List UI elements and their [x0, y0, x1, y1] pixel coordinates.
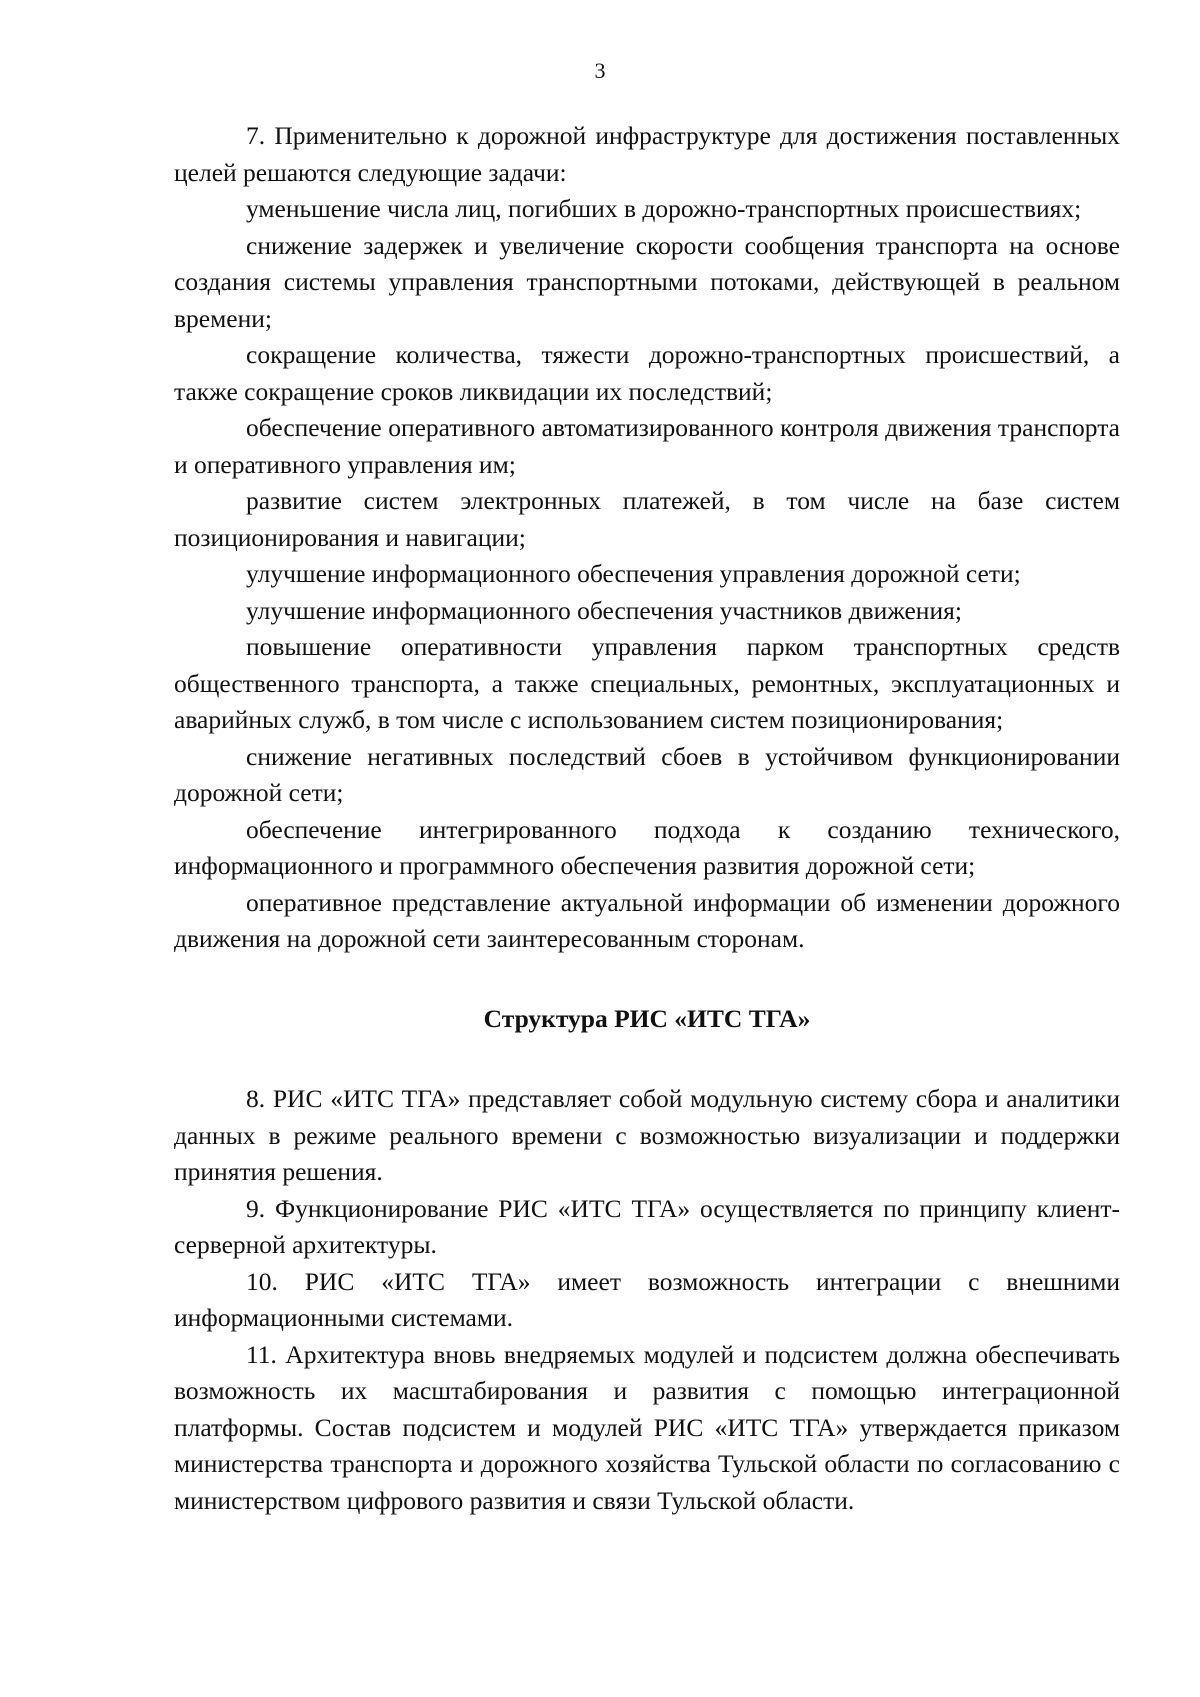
task-item: уменьшение числа лиц, погибших в дорожно-транспортных происшествиях; — [246, 194, 1082, 223]
page-number: 3 — [594, 58, 606, 83]
paragraph-11: 11. Архитектура вновь внедряемых модулей и подсистем должна обеспечивать возможность их масштабирования и развития с помощью интеграционной платформы. Состав подсистем и модулей РИС «ИТС ТГА» утверждается приказом министерства транспорта и дорожного хозяйства Тульской области по согласованию с министерством цифрового развития и связи Тульской области. — [174, 1339, 1120, 1515]
task-item: обеспечение оперативного автоматизированного контроля движения транспорта и оперативного управления им; — [174, 413, 1120, 479]
paragraph-7: 7. Применительно к дорожной инфраструктуре для достижения поставленных целей решаются следующие задачи: — [174, 121, 1120, 187]
task-item: улучшение информационного обеспечения участников движения; — [246, 595, 962, 625]
task-item: сокращение количества, тяжести дорожно-транспортных происшествий, а также сокращение сроков ликвидации их последствий; — [174, 340, 1120, 406]
task-item: повышение оперативности управления парком транспортных средств общественного транспорта, а также специальных, ремонтных, эксплуатационных и аварийных служб, в том числе с использованием систем позиционирования; — [174, 632, 1120, 734]
task-item: снижение задержек и увеличение скорости сообщения транспорта на основе создания системы управления транспортными потоками, действующей в реальном времени; — [174, 230, 1120, 333]
paragraph-8: 8. РИС «ИТС ТГА» представляет собой модульную систему сбора и аналитики данных в режиме реального времени с возможностью визуализации и поддержки принятия решения. — [174, 1084, 1120, 1186]
task-item: обеспечение интегрированного подхода к созданию технического, информационного и программного обеспечения развития дорожной сети; — [174, 814, 1120, 880]
section-heading: Структура РИС «ИТС ТГА» — [483, 1003, 811, 1033]
task-item: снижение негативных последствий сбоев в устойчивом функционировании дорожной сети; — [174, 741, 1120, 807]
paragraph-10: 10. РИС «ИТС ТГА» имеет возможность интеграции с внешними информационными системами. — [174, 1266, 1120, 1332]
task-item: улучшение информационного обеспечения управления дорожной сети; — [246, 559, 1021, 588]
task-item: развитие систем электронных платежей, в том числе на базе систем позиционирования и навигации; — [174, 486, 1120, 552]
paragraph-9: 9. Функционирование РИС «ИТС ТГА» осуществляется по принципу клиент-серверной архитектуры. — [174, 1193, 1120, 1259]
document-body — [174, 118, 1120, 1519]
task-item: оперативное представление актуальной информации об изменении дорожного движения на дорожной сети заинтересованным сторонам. — [174, 887, 1120, 953]
